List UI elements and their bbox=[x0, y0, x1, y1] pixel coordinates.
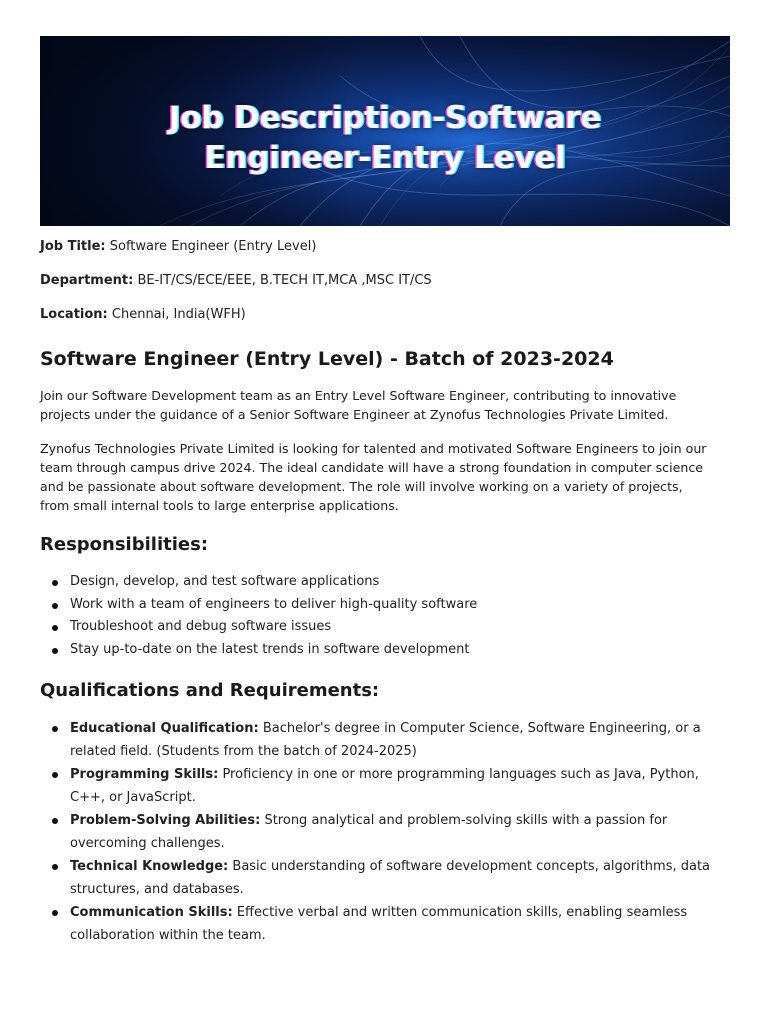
banner-title-line-2: Engineer-Entry Level bbox=[204, 140, 566, 176]
job-title-label: Job Title: bbox=[40, 239, 106, 254]
list-item bbox=[40, 763, 712, 809]
location-row bbox=[40, 305, 712, 325]
qualification-label: Educational Qualification: bbox=[70, 721, 259, 736]
qualification-label: Problem-Solving Abilities: bbox=[70, 813, 261, 828]
list-item bbox=[40, 594, 712, 617]
qualification-text: Strong analytical and problem-solving skills with a passion for overcoming challenges. bbox=[70, 813, 668, 851]
qualification-label: Communication Skills: bbox=[70, 905, 233, 920]
responsibilities-heading: Responsibilities: bbox=[40, 534, 209, 555]
list-item-text: Work with a team of engineers to deliver high-quality software bbox=[70, 596, 478, 612]
list-item bbox=[40, 901, 712, 947]
list-item bbox=[40, 717, 712, 763]
list-item bbox=[40, 571, 712, 594]
bullet-icon bbox=[52, 818, 58, 824]
qualifications-list bbox=[40, 717, 712, 947]
list-item bbox=[40, 639, 712, 662]
list-item bbox=[40, 616, 712, 639]
department-label: Department: bbox=[40, 273, 134, 288]
banner-title-line-1: Job Description-Software bbox=[168, 100, 602, 136]
job-title-row bbox=[40, 237, 712, 257]
role-batch-heading: Software Engineer (Entry Level) - Batch of 2023-2024 bbox=[40, 348, 614, 370]
qualification-text: Basic understanding of software development concepts, algorithms, data structures, and databases. bbox=[70, 859, 711, 897]
qualifications-heading: Qualifications and Requirements: bbox=[40, 680, 380, 701]
bullet-icon bbox=[52, 603, 58, 609]
list-item-text: Stay up-to-date on the latest trends in software development bbox=[70, 641, 470, 657]
banner-title bbox=[40, 98, 730, 178]
document-body bbox=[40, 237, 712, 947]
bullet-icon bbox=[52, 864, 58, 870]
department-row bbox=[40, 271, 712, 291]
department-value: BE-IT/CS/ECE/EEE, B.TECH IT,MCA ,MSC IT/CS bbox=[137, 273, 432, 288]
list-item-text: Troubleshoot and debug software issues bbox=[70, 619, 332, 634]
header-banner bbox=[40, 36, 730, 226]
bullet-icon bbox=[52, 625, 58, 631]
bullet-icon bbox=[52, 580, 58, 586]
list-item bbox=[40, 809, 712, 855]
location-label: Location: bbox=[40, 307, 108, 322]
qualification-label: Technical Knowledge: bbox=[70, 859, 229, 874]
location-value: Chennai, India(WFH) bbox=[111, 307, 246, 322]
qualification-text: Proficiency in one or more programming languages such as Java, Python, C++, or JavaScript. bbox=[70, 767, 699, 805]
bullet-icon bbox=[52, 648, 58, 654]
qualification-label: Programming Skills: bbox=[70, 767, 219, 782]
job-title-value: Software Engineer (Entry Level) bbox=[109, 239, 317, 254]
list-item-text: Design, develop, and test software applications bbox=[70, 574, 380, 589]
list-item bbox=[40, 855, 712, 901]
qualification-text: Bachelor's degree in Computer Science, Software Engineering, or a related field. (Students from the batch of 2024-2025) bbox=[70, 721, 701, 759]
responsibilities-list bbox=[40, 571, 712, 661]
bullet-icon bbox=[52, 726, 58, 732]
intro-paragraph-1: Join our Software Development team as an Entry Level Software Engineer, contributing to innovative projects under the guidance of a Senior Software Engineer at Zynofus Technologies Private Limited. bbox=[40, 388, 677, 422]
bullet-icon bbox=[52, 772, 58, 778]
bullet-icon bbox=[52, 910, 58, 916]
intro-paragraph-2: Zynofus Technologies Private Limited is looking for talented and motivated Software Engineers to join our team through campus drive 2024. The ideal candidate will have a strong foundation in computer science and be passionate about software development. The role will involve working on a variety of projects, from small internal tools to large enterprise applications. bbox=[40, 441, 707, 513]
qualification-text: Effective verbal and written communication skills, enabling seamless collaboration within the team. bbox=[70, 905, 688, 943]
